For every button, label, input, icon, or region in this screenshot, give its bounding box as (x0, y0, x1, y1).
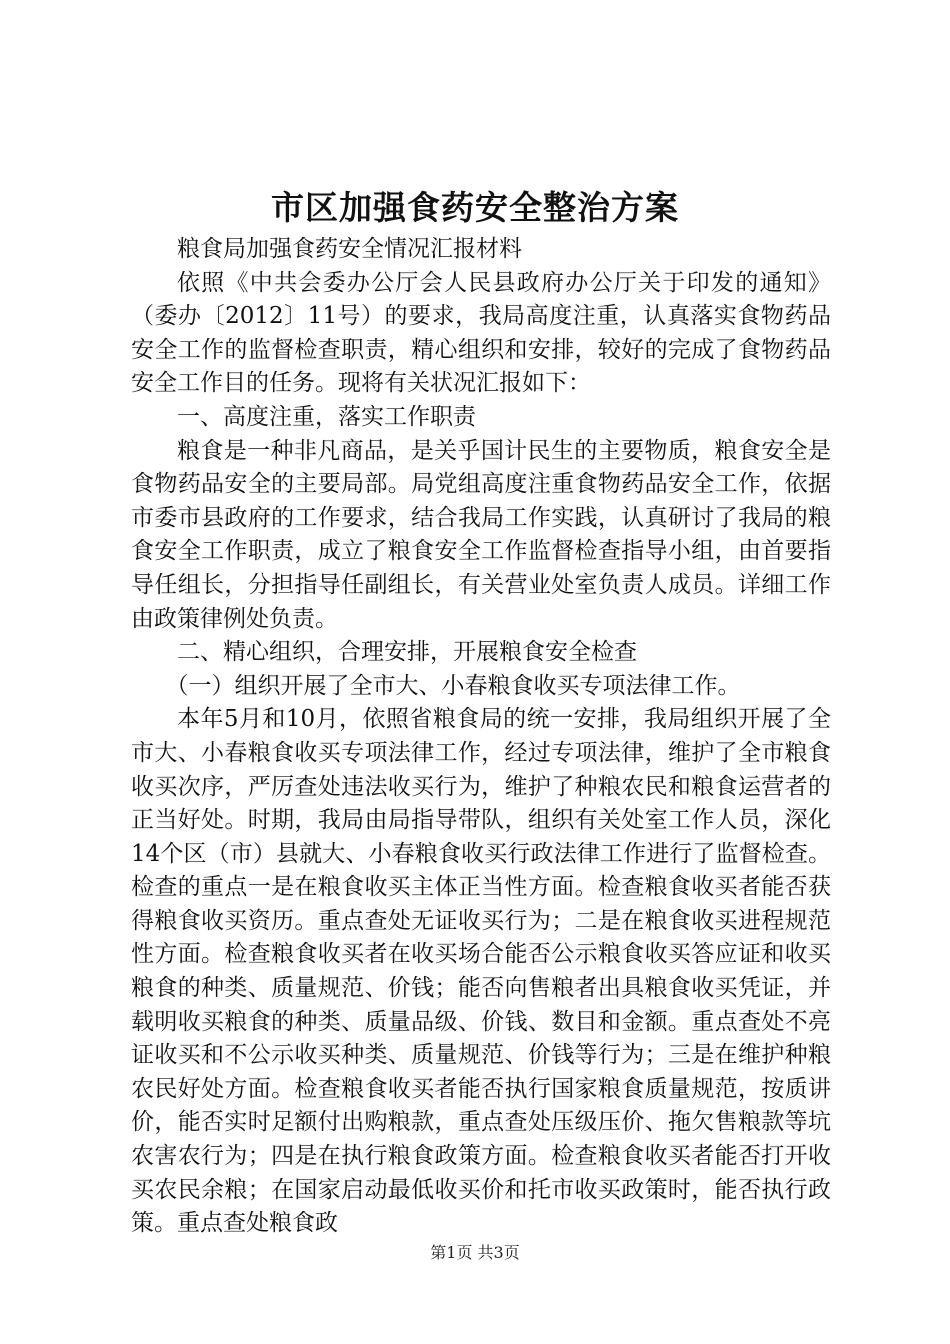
paragraph-section-2: 本年5月和10月，依照省粮食局的统一安排，我局组织开展了全市大、小春粮食收买专项法律工作，经过专项法律，维护了全市粮食收买次序，严厉查处违法收买行为，维护了种粮农民和粮食运营者的正当好处。时期，我局由局指导带队，组织有关处室工作人员，深化14个区（市）县就大、小春粮食收买行政法律工作进行了监督检查。检查的重点一是在粮食收买主体正当性方面。检查粮食收买者能否获得粮食收买资历。重点查处无证收买行为；二是在粮食收买进程规范性方面。检查粮食收买者在收买场合能否公示粮食收买答应证和收买粮食的种类、质量规范、价钱；能否向售粮者出具粮食收买凭证，并载明收买粮食的种类、质量品级、价钱、数目和金额。重点查处不亮证收买和不公示收买种类、质量规范、价钱等行为；三是在维护种粮农民好处方面。检查粮食收买者能否执行国家粮食质量规范，按质讲价，能否实时足额付出购粮款，重点查处压级压价、拖欠售粮款等坑农害农行为；四是在执行粮食政策方面。检查粮食收买者能否打开收买农民余粮；在国家启动最低收买价和托市收买政策时，能否执行政策。重点查处粮食政 (131, 706, 831, 1237)
document-body (131, 233, 831, 1241)
section-heading-2: 二、精心组织，合理安排，开展粮食安全检查 (177, 639, 637, 666)
paragraph-subtitle: 粮食局加强食药安全情况汇报材料 (177, 236, 522, 262)
paragraph-section-1: 粮食是一种非凡商品，是关乎国计民生的主要物质，粮食安全是食物药品安全的主要局部。局党组高度注重食物药品安全工作，依据市委市县政府的工作要求，结合我局工作实践，认真研讨了我局的粮食安全工作职责，成立了粮食安全工作监督检查指导小组，由首要指导任组长，分担指导任副组长，有关营业处室负责人成员。详细工作由政策律例处负责。 (131, 437, 831, 632)
paragraph-intro: 依照《中共会委办公厅会人民县政府办公厅关于印发的通知》（委办〔2012〕11号）的要求，我局高度注重，认真落实食物药品安全工作的监督检查职责，精心组织和安排，较好的完成了食物药品安全工作目的任务。现将有关状况汇报如下： (131, 269, 831, 397)
section-heading-1: 一、高度注重，落实工作职责 (177, 403, 476, 430)
page-footer: 第1页 共3页 (430, 1243, 520, 1262)
document-title: 市区加强食药安全整治方案 (271, 188, 679, 227)
subsection-heading-1: （一）组织开展了全市大、小春粮食收买专项法律工作。 (165, 672, 741, 699)
